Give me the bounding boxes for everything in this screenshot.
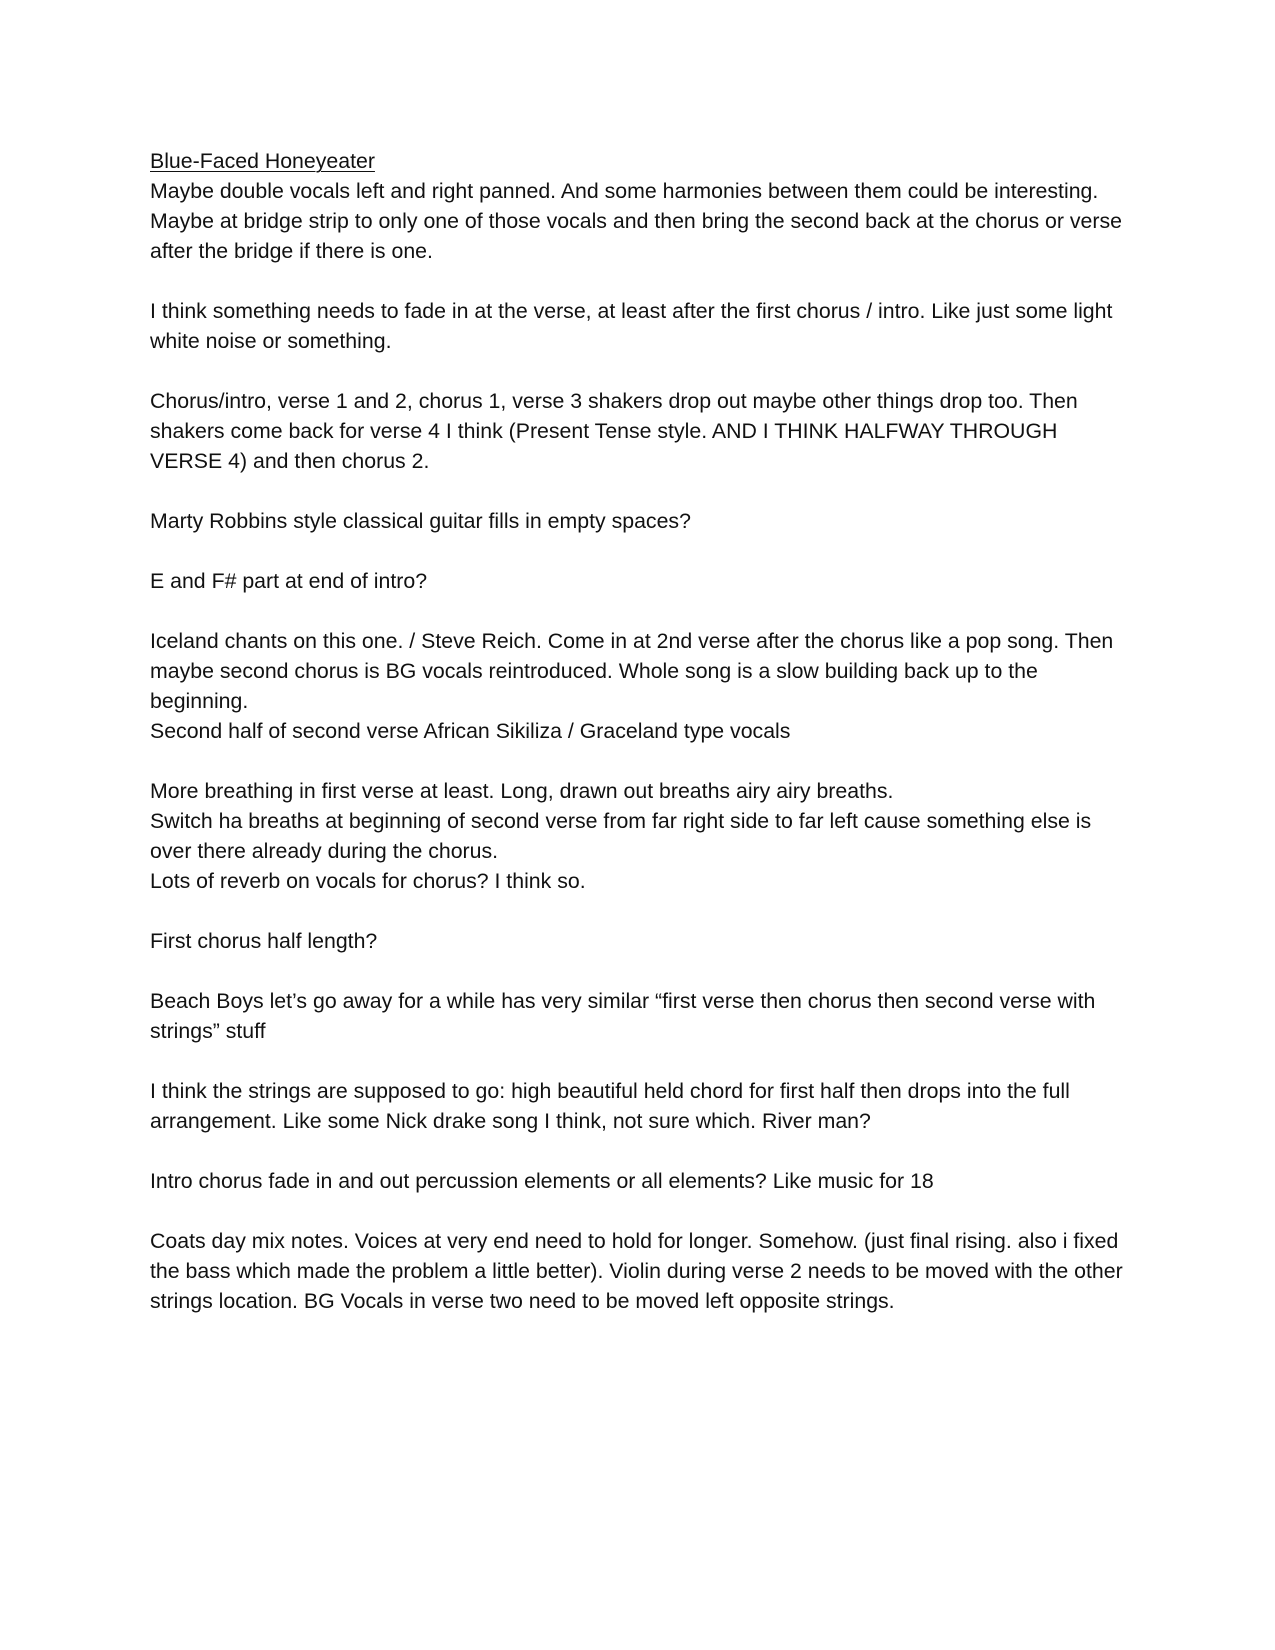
paragraph-2 — [150, 296, 1130, 356]
paragraph-line: Lots of reverb on vocals for chorus? I think so. — [150, 869, 586, 893]
paragraph-line: More breathing in first verse at least. Long, drawn out breaths airy airy breaths. — [150, 779, 894, 803]
paragraph-line: Maybe double vocals left and right panned. And some harmonies between them could be interesting. Maybe at bridge strip to only one of those vocals and then bring the second back at the chorus or verse after the bridge if there is one. — [150, 179, 1122, 263]
paragraph-line: I think the strings are supposed to go: high beautiful held chord for first half then drops into the full arrangement. Like some Nick drake song I think, not sure which. River man? — [150, 1079, 1070, 1133]
paragraph-line: E and F# part at end of intro? — [150, 569, 428, 593]
paragraph-line: Beach Boys let’s go away for a while has very similar “first verse then chorus then second verse with strings” stuff — [150, 989, 1096, 1043]
paragraph-line: Second half of second verse African Sikiliza / Graceland type vocals — [150, 719, 791, 743]
paragraph-1 — [150, 176, 1130, 266]
paragraph-3 — [150, 386, 1130, 476]
paragraph-line: Marty Robbins style classical guitar fills in empty spaces? — [150, 509, 691, 533]
paragraph-9 — [150, 986, 1130, 1046]
paragraph-line: Coats day mix notes. Voices at very end need to hold for longer. Somehow. (just final rising. also i fixed the bass which made the problem a little better). Violin during verse 2 needs to be moved with the other strings location. BG Vocals in verse two need to be moved left opposite strings. — [150, 1229, 1123, 1313]
paragraph-line: Switch ha breaths at beginning of second verse from far right side to far left cause something else is over there already during the chorus. — [150, 809, 1092, 863]
document-title: Blue-Faced Honeyeater — [150, 149, 375, 173]
paragraph-6 — [150, 626, 1130, 746]
document-page — [150, 146, 1130, 1346]
paragraph-8 — [150, 926, 1130, 956]
paragraph-12 — [150, 1226, 1130, 1316]
paragraph-line: Chorus/intro, verse 1 and 2, chorus 1, verse 3 shakers drop out maybe other things drop too. Then shakers come back for verse 4 I think (Present Tense style. AND I THINK HALFWAY THROUGH VERSE 4) and then chorus 2. — [150, 389, 1078, 473]
paragraph-line: Intro chorus fade in and out percussion elements or all elements? Like music for 18 — [150, 1169, 934, 1193]
paragraph-4 — [150, 506, 1130, 536]
paragraph-line: First chorus half length? — [150, 929, 378, 953]
paragraph-line: I think something needs to fade in at the verse, at least after the first chorus / intro. Like just some light white noise or something. — [150, 299, 1113, 353]
paragraph-5 — [150, 566, 1130, 596]
paragraph-7 — [150, 776, 1130, 896]
paragraph-10 — [150, 1076, 1130, 1136]
paragraph-line: Iceland chants on this one. / Steve Reich. Come in at 2nd verse after the chorus like a pop song. Then maybe second chorus is BG vocals reintroduced. Whole song is a slow building back up to the beginning. — [150, 629, 1114, 713]
paragraph-11 — [150, 1166, 1130, 1196]
